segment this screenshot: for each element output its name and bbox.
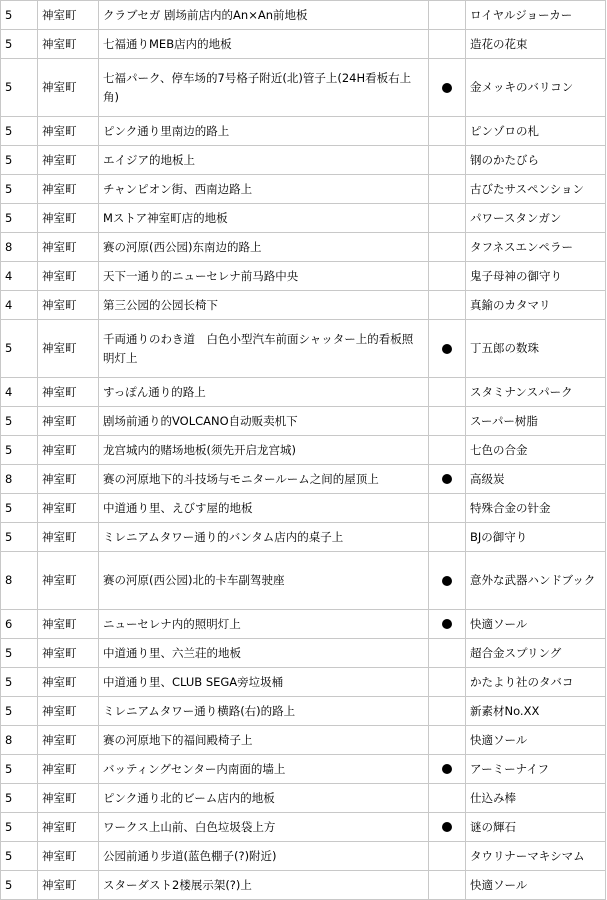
location-cell: すっぽん通り的路上 [99,378,429,407]
area-cell: 神室町 [38,610,99,639]
area-cell: 神室町 [38,175,99,204]
table-row [1,262,606,291]
table-row [1,668,606,697]
chapter-cell: 4 [1,291,38,320]
area-cell: 神室町 [38,233,99,262]
flag-cell [429,610,466,639]
chapter-cell: 5 [1,842,38,871]
chapter-cell: 8 [1,465,38,494]
flag-cell [429,1,466,30]
item-cell: 快適ソール [466,871,606,900]
chapter-cell: 5 [1,1,38,30]
area-cell: 神室町 [38,291,99,320]
location-cell: スターダスト2楼展示架(?)上 [99,871,429,900]
area-cell: 神室町 [38,697,99,726]
chapter-cell: 5 [1,871,38,900]
table-row [1,291,606,320]
chapter-cell: 8 [1,233,38,262]
area-cell: 神室町 [38,552,99,610]
table-row [1,610,606,639]
location-cell: 第三公园的公园长椅下 [99,291,429,320]
flag-cell [429,146,466,175]
location-cell: 七福通りMEB店内的地板 [99,30,429,59]
item-cell: BJの御守り [466,523,606,552]
chapter-cell: 8 [1,552,38,610]
item-cell: 丁五郎の数珠 [466,320,606,378]
flag-cell [429,813,466,842]
location-cell: 赛の河原地下的福间殿椅子上 [99,726,429,755]
chapter-cell: 5 [1,204,38,233]
table-row [1,523,606,552]
item-cell: タウリナーマキシマム [466,842,606,871]
table-row [1,378,606,407]
table-body [1,1,606,900]
location-cell: 中道通り里、えびす屋的地板 [99,494,429,523]
table-row [1,59,606,117]
flag-cell [429,552,466,610]
flag-cell [429,465,466,494]
item-cell: 七色の合金 [466,436,606,465]
item-cell: 超合金スプリング [466,639,606,668]
location-cell: ミレニアムタワー通り横路(右)的路上 [99,697,429,726]
flag-cell [429,697,466,726]
item-cell: 仕込み棒 [466,784,606,813]
chapter-cell: 5 [1,523,38,552]
area-cell: 神室町 [38,668,99,697]
chapter-cell: 4 [1,262,38,291]
item-cell: 钢のかたびら [466,146,606,175]
item-cell: ピンゾロの札 [466,117,606,146]
table-row [1,436,606,465]
item-cell: 真鍮のカタマリ [466,291,606,320]
flag-cell [429,639,466,668]
area-cell: 神室町 [38,378,99,407]
area-cell: 神室町 [38,813,99,842]
filled-circle-icon [442,576,452,586]
table-row [1,407,606,436]
area-cell: 神室町 [38,871,99,900]
area-cell: 神室町 [38,465,99,494]
item-cell: 快適ソール [466,726,606,755]
area-cell: 神室町 [38,320,99,378]
flag-cell [429,407,466,436]
chapter-cell: 5 [1,668,38,697]
location-cell: ピンク通り里南边的路上 [99,117,429,146]
item-cell: 新素材No.XX [466,697,606,726]
location-cell: 天下一通り的ニューセレナ前马路中央 [99,262,429,291]
filled-circle-icon [442,474,452,484]
flag-cell [429,871,466,900]
item-cell: 快適ソール [466,610,606,639]
flag-cell [429,320,466,378]
table-row [1,726,606,755]
filled-circle-icon [442,619,452,629]
chapter-cell: 5 [1,320,38,378]
area-cell: 神室町 [38,755,99,784]
location-cell: 剧场前通り的VOLCANO自动贩卖机下 [99,407,429,436]
flag-cell [429,204,466,233]
flag-cell [429,378,466,407]
location-cell: 赛の河原地下的斗技场与モニタールーム之间的屋顶上 [99,465,429,494]
table-row [1,494,606,523]
location-cell: ニューセレナ内的照明灯上 [99,610,429,639]
table-row [1,233,606,262]
location-cell: 七福パーク、停车场的7号格子附近(北)管子上(24H看板右上角) [99,59,429,117]
flag-cell [429,233,466,262]
chapter-cell: 5 [1,639,38,668]
item-cell: 高级炭 [466,465,606,494]
table-row [1,552,606,610]
table-row [1,842,606,871]
filled-circle-icon [442,344,452,354]
area-cell: 神室町 [38,204,99,233]
table-row [1,755,606,784]
flag-cell [429,842,466,871]
chapter-cell: 5 [1,59,38,117]
filled-circle-icon [442,83,452,93]
item-cell: ロイヤルジョーカー [466,1,606,30]
location-cell: Mストア神室町店的地板 [99,204,429,233]
table-row [1,784,606,813]
location-cell: ピンク通り北的ビーム店内的地板 [99,784,429,813]
chapter-cell: 5 [1,175,38,204]
chapter-cell: 5 [1,146,38,175]
flag-cell [429,175,466,204]
flag-cell [429,784,466,813]
filled-circle-icon [442,822,452,832]
location-cell: チャンピオン街、西南边路上 [99,175,429,204]
area-cell: 神室町 [38,726,99,755]
item-cell: スーパー树脂 [466,407,606,436]
location-cell: 龙宫城内的赌场地板(须先开启龙宫城) [99,436,429,465]
chapter-cell: 8 [1,726,38,755]
location-cell: ミレニアムタワー通り的バンタム店内的桌子上 [99,523,429,552]
item-cell: アーミーナイフ [466,755,606,784]
filled-circle-icon [442,764,452,774]
table-row [1,30,606,59]
area-cell: 神室町 [38,842,99,871]
flag-cell [429,726,466,755]
chapter-cell: 4 [1,378,38,407]
flag-cell [429,59,466,117]
chapter-cell: 5 [1,697,38,726]
flag-cell [429,523,466,552]
flag-cell [429,494,466,523]
table-row [1,204,606,233]
item-cell: 谜の輝石 [466,813,606,842]
item-cell: 鬼子母神の御守り [466,262,606,291]
chapter-cell: 5 [1,30,38,59]
location-cell: 中道通り里、六兰荘的地板 [99,639,429,668]
table-row [1,813,606,842]
item-cell: 金メッキのバリコン [466,59,606,117]
location-cell: エイジア的地板上 [99,146,429,175]
area-cell: 神室町 [38,59,99,117]
flag-cell [429,262,466,291]
area-cell: 神室町 [38,1,99,30]
area-cell: 神室町 [38,494,99,523]
area-cell: 神室町 [38,436,99,465]
flag-cell [429,291,466,320]
area-cell: 神室町 [38,523,99,552]
table-row [1,320,606,378]
table-row [1,639,606,668]
chapter-cell: 5 [1,784,38,813]
location-cell: ワークス上山前、白色垃圾袋上方 [99,813,429,842]
location-cell: バッティングセンター内南面的墙上 [99,755,429,784]
flag-cell [429,436,466,465]
flag-cell [429,668,466,697]
table-row [1,1,606,30]
area-cell: 神室町 [38,784,99,813]
flag-cell [429,755,466,784]
table-row [1,697,606,726]
flag-cell [429,30,466,59]
flag-cell [429,117,466,146]
area-cell: 神室町 [38,639,99,668]
item-cell: タフネスエンペラー [466,233,606,262]
area-cell: 神室町 [38,262,99,291]
chapter-cell: 5 [1,407,38,436]
location-cell: 赛の河原(西公园)东南边的路上 [99,233,429,262]
table-row [1,175,606,204]
table-row [1,871,606,900]
location-cell: 公园前通り步道(蓝色棚子(?)附近) [99,842,429,871]
chapter-cell: 5 [1,436,38,465]
location-cell: 中道通り里、CLUB SEGA旁垃圾桶 [99,668,429,697]
chapter-cell: 5 [1,494,38,523]
chapter-cell: 5 [1,755,38,784]
location-cell: クラブセガ 剧场前店内的An×An前地板 [99,1,429,30]
table-row [1,117,606,146]
item-cell: 意外な武器ハンドブック [466,552,606,610]
item-cell: かたより社のタバコ [466,668,606,697]
area-cell: 神室町 [38,117,99,146]
area-cell: 神室町 [38,146,99,175]
location-cell: 赛の河原(西公园)北的卡车副驾驶座 [99,552,429,610]
item-cell: 造花の花束 [466,30,606,59]
location-cell: 千両通りのわき道 白色小型汽车前面シャッター上的看板照明灯上 [99,320,429,378]
area-cell: 神室町 [38,407,99,436]
table-row [1,146,606,175]
table-row [1,465,606,494]
chapter-cell: 5 [1,117,38,146]
area-cell: 神室町 [38,30,99,59]
item-cell: スタミナンスパーク [466,378,606,407]
chapter-cell: 5 [1,813,38,842]
chapter-cell: 6 [1,610,38,639]
item-cell: パワースタンガン [466,204,606,233]
item-cell: 古びたサスペンション [466,175,606,204]
item-cell: 特殊合金の针金 [466,494,606,523]
